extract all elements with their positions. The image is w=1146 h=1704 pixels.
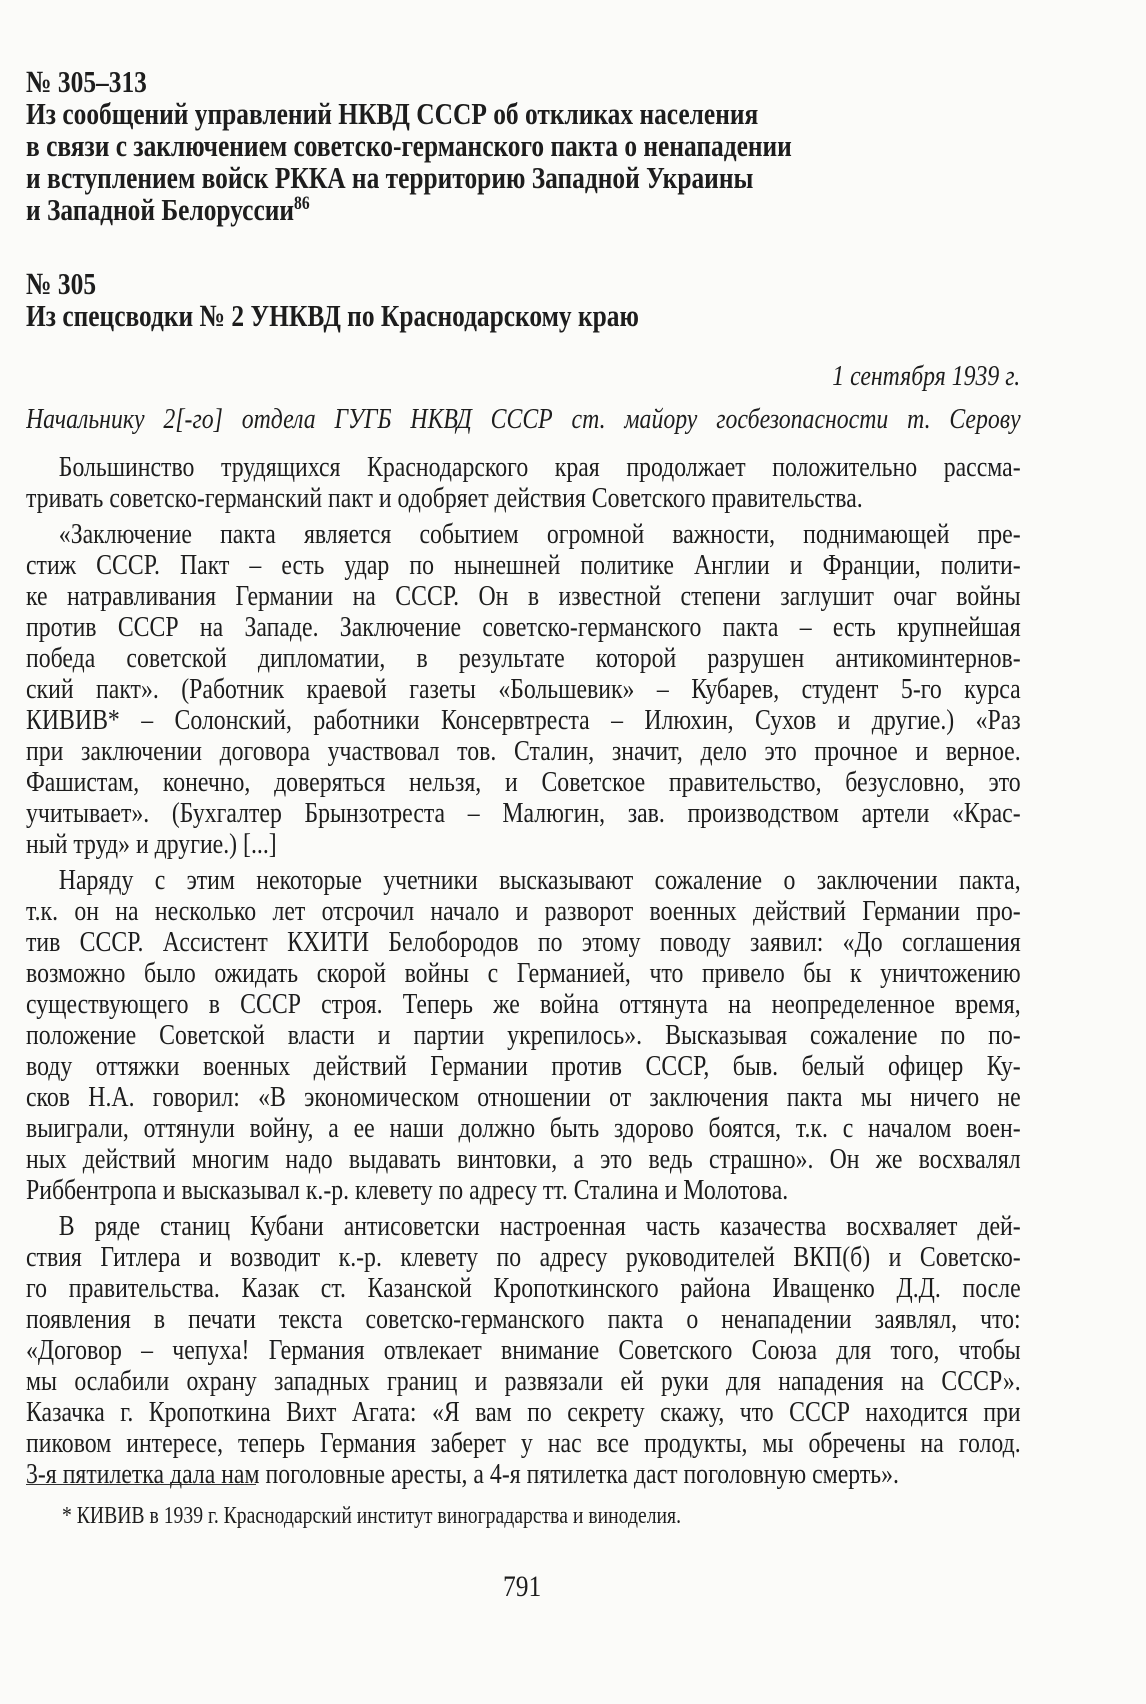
document-title: Из спецсводки № 2 УНКВД по Краснодарскому краю xyxy=(26,298,639,333)
text-line: Большинство трудящихся Краснодарского края продолжает положительно рассма- xyxy=(58,452,1021,483)
document-date: 1 сентября 1939 г. xyxy=(832,360,1020,392)
text-line: го правительства. Казак ст. Казанской Кропоткинского района Иващенко Д.Д. после xyxy=(26,1273,1021,1304)
paragraph xyxy=(26,1211,1021,1490)
text-line: при заключении договора участвовал тов. Сталин, значит, дело это прочное и верное. xyxy=(26,736,1021,767)
text-line: выиграли, оттянули войну, а ее наши должно быть здорово боятся, т.к. с началом воен- xyxy=(26,1113,1021,1144)
text-line: учитывает». (Бухгалтер Брынзотреста – Малюгин, зав. производством артели «Крас- xyxy=(26,798,1021,829)
footnote-divider xyxy=(26,1484,256,1485)
text-line: «Заключение пакта является событием огромной важности, поднимающей пре- xyxy=(58,519,1021,550)
collection-title-text: и Западной Белоруссии xyxy=(26,192,295,227)
footnote: * КИВИВ в 1939 г. Краснодарский институт виноградарства и виноделия. xyxy=(62,1503,682,1529)
text-line: т.к. он на несколько лет отсрочил начало и разворот военных действий Германии про- xyxy=(26,896,1021,927)
text-line: Риббентропа и высказывал к.-р. клевету по адресу тт. Сталина и Молотова. xyxy=(26,1175,789,1206)
text-line: ствия Гитлера и возводит к.-р. клевету по адресу руководителей ВКП(б) и Советско- xyxy=(26,1242,1021,1273)
text-line: ке натравливания Германии на СССР. Он в известной степени заглушит очаг войны xyxy=(26,581,1021,612)
collection-number: № 305–313 xyxy=(26,64,147,99)
text-line: пиковом интересе, теперь Германия заберет у нас все продукты, мы обречены на голод. xyxy=(26,1428,1021,1459)
text-line: существующего в СССР строя. Теперь же война оттянута на неопределенное время, xyxy=(26,989,1021,1020)
text-line: Наряду с этим некоторые учетники высказывают сожаление о заключении пакта, xyxy=(58,865,1021,896)
text-line: против СССР на Западе. Заключение советско-германского пакта – есть крупнейшая xyxy=(26,612,1021,643)
text-line: Фашистам, конечно, доверяться нельзя, и Советское правительство, безусловно, это xyxy=(26,767,1021,798)
paragraph xyxy=(26,865,1021,1206)
text-line: появления в печати текста советско-германского пакта о ненападении заявлял, что: xyxy=(26,1304,1021,1335)
paragraph xyxy=(26,452,1021,514)
collection-title-line: и вступлением войск РККА на территорию Западной Украины xyxy=(26,160,754,195)
text-line: возможно было ожидать скорой войны с Германией, что привело бы к уничтожению xyxy=(26,958,1021,989)
text-line: «Договор – чепуха! Германия отвлекает внимание Советского Союза для того, чтобы xyxy=(26,1335,1021,1366)
text-line: тив СССР. Ассистент КХИТИ Белобородов по этому поводу заявил: «До соглашения xyxy=(26,927,1021,958)
collection-heading xyxy=(26,66,1021,226)
collection-title-line: Из сообщений управлений НКВД СССР об откликах населения xyxy=(26,96,759,131)
document-heading xyxy=(26,268,1021,332)
text-line: В ряде станиц Кубани антисоветски настроенная часть казачества восхваляет дей- xyxy=(58,1211,1021,1242)
addressee-line: Начальнику 2[-го] отдела ГУГБ НКВД СССР ст. майору госбезопасности т. Серову xyxy=(26,404,1021,435)
document-body xyxy=(26,452,1021,1495)
text-line: тривать советско-германский пакт и одобряет действия Советского правительства. xyxy=(26,483,863,514)
text-line: ский пакт». (Работник краевой газеты «Большевик» – Кубарев, студент 5-го курса xyxy=(26,674,1021,705)
text-line: мы ослабили охрану западных границ и развязали ей руки для нападения на СССР». xyxy=(26,1366,1021,1397)
text-line: положение Советской власти и партии укрепилось». Высказывая сожаление по по- xyxy=(26,1020,1021,1051)
text-line: воду оттяжки военных действий Германии против СССР, быв. белый офицер Ку- xyxy=(26,1051,1021,1082)
document-number: № 305 xyxy=(26,266,97,301)
text-line: Казачка г. Кропоткина Вихт Агата: «Я вам по секрету скажу, что СССР находится при xyxy=(26,1397,1021,1428)
collection-title-line: в связи с заключением советско-германского пакта о ненападении xyxy=(26,128,792,163)
text-line: ных действий многим надо выдавать винтовки, а это ведь страшно». Он же восхвалял xyxy=(26,1144,1021,1175)
addressee xyxy=(26,404,1021,435)
text-line: сков Н.А. говорил: «В экономическом отношении от заключения пакта мы ничего не xyxy=(26,1082,1021,1113)
text-line: КИВИВ* – Солонский, работники Консервтреста – Илюхин, Сухов и другие.) «Раз xyxy=(26,705,1021,736)
paragraph xyxy=(26,519,1021,860)
page-number: 791 xyxy=(503,1570,542,1603)
text-line: ный труд» и другие.) [...] xyxy=(26,829,277,860)
text-line: победа советской дипломатии, в результате которой разрушен антикоминтернов- xyxy=(26,643,1021,674)
text-line: 3-я пятилетка дала нам поголовные аресты, а 4-я пятилетка даст поголовную смерть». xyxy=(26,1459,899,1490)
collection-title-line xyxy=(26,194,1021,226)
text-line: стиж СССР. Пакт – есть удар по нынешней политике Англии и Франции, полити- xyxy=(26,550,1021,581)
footnote-ref[interactable]: 86 xyxy=(294,193,310,214)
